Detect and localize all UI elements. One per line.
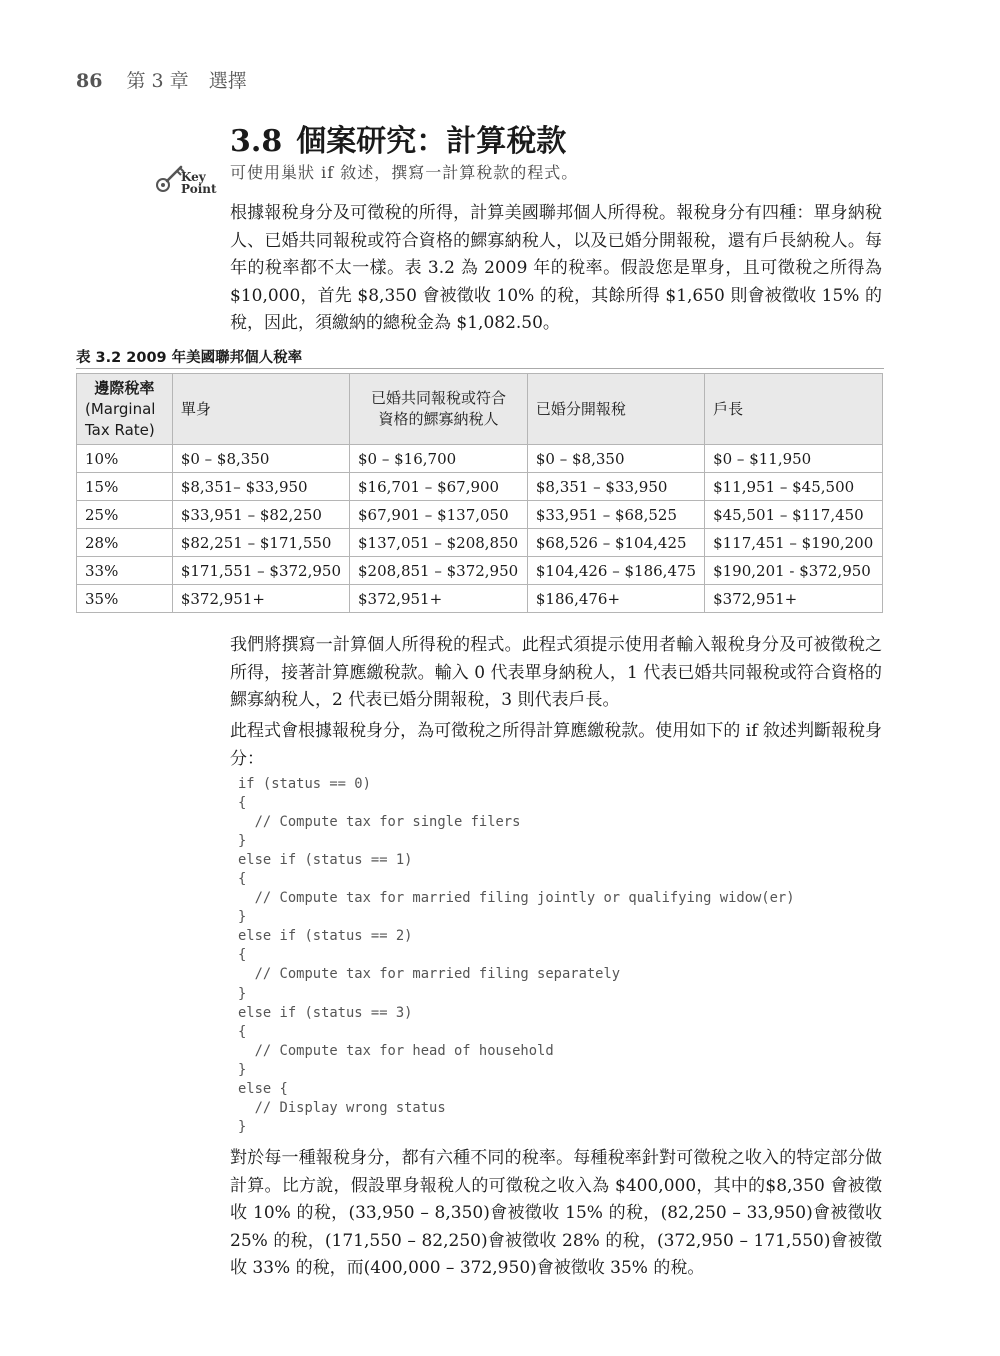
section-number: 3.8 [230, 124, 283, 159]
section-title-text: 個案研究：計算稅款 [296, 124, 567, 159]
header-rate-line3: Tax Rate) [85, 420, 155, 439]
cell-joint: $208,851 – $372,950 [350, 557, 528, 585]
code-line: if (status == 0) [238, 776, 371, 792]
cell-head: $372,951+ [705, 585, 883, 613]
code-line: else if (status == 1) [238, 852, 413, 869]
header-joint-line2: 資格的鰥寡納稅人 [378, 410, 499, 428]
cell-head: $117,451 – $190,200 [705, 529, 883, 557]
code-line: { [238, 947, 247, 964]
chapter-label: 第 3 章 [126, 70, 189, 92]
table-row [77, 473, 883, 501]
intro-paragraph: 根據報稅身分及可徵稅的所得，計算美國聯邦個人所得稅。報稅身分有四種：單身納稅人、已婚共同報稅或符合資格的鰥寡納稅人，以及已婚分開報稅，還有戶長納稅人。每年的稅率都不太一樣。表 3.2 為 2009 年的稅率。假設您是單身，且可徵稅之所得為 $10,000，首先 $8,350 會被徵收 10% 的稅，其餘所得 $1,650 則會被徵收 15% 的稅，因此，須繳納的總稅金為 $1,082.50。 [230, 203, 882, 333]
cell-rate: 28% [77, 529, 173, 557]
cell-single: $82,251 – $171,550 [172, 529, 349, 557]
cell-rate: 15% [77, 473, 173, 501]
header-joint [350, 374, 528, 445]
brackets-paragraph: 對於每一種報稅身分，都有六種不同的稅率。每種稅率針對可徵稅之收入的特定部分做計算。比方說，假設單身報稅人的可徵稅之收入為 $400,000，其中的$8,350 會被徵收 10% 的稅，(33,950 – 8,350)會被徵收 15% 的稅，(82,250 – 33,950)會被徵收 25% 的稅，(171,550 – 82,250)會被徵收 28% 的稅，(372,950 – 171,550)會被徵收 33% 的稅，而(400,000 – 372,950)會被徵收 35% 的稅。 [230, 1148, 882, 1278]
code-line: } [238, 985, 247, 1002]
cell-single: $0 – $8,350 [172, 445, 349, 473]
cell-separate: $8,351 – $33,950 [527, 473, 704, 501]
code-line: // Compute tax for married filing jointly or qualifying widow(er) [238, 890, 795, 907]
cell-rate: 25% [77, 501, 173, 529]
table-row [77, 557, 883, 585]
table-row [77, 445, 883, 473]
key-point-label-point: Point [181, 182, 217, 196]
code-line: // Display wrong status [238, 1099, 446, 1116]
cell-head: $190,201 - $372,950 [705, 557, 883, 585]
cell-joint: $67,901 – $137,050 [350, 501, 528, 529]
running-head [76, 66, 247, 93]
cell-head: $0 – $11,950 [705, 445, 883, 473]
code-line: { [238, 1023, 247, 1040]
table-header-row [77, 374, 883, 445]
cell-rate: 33% [77, 557, 173, 585]
header-head-of-household: 戶長 [705, 374, 883, 445]
key-point-text: 可使用巢狀 if 敘述，撰寫一計算稅款的程式。 [230, 163, 579, 182]
code-line: else if (status == 2) [238, 928, 413, 945]
code-line: } [238, 1061, 247, 1078]
header-single: 單身 [172, 374, 349, 445]
key-point-badge [155, 163, 217, 199]
code-line: } [238, 909, 247, 926]
code-line: // Compute tax for head of household [238, 1042, 554, 1059]
table-row [77, 501, 883, 529]
cell-joint: $372,951+ [350, 585, 528, 613]
cell-separate: $68,526 – $104,425 [527, 529, 704, 557]
key-point-label [181, 171, 217, 195]
code-line: else { [238, 1080, 288, 1097]
cell-single: $372,951+ [172, 585, 349, 613]
header-marginal-rate [77, 374, 173, 445]
tax-rate-table [76, 373, 883, 613]
cell-single: $171,551 – $372,950 [172, 557, 349, 585]
header-rate-line1: 邊際稅率 [94, 378, 155, 397]
header-joint-line1: 已婚共同報稅或符合 [370, 389, 506, 407]
code-line: // Compute tax for married filing separately [238, 966, 621, 983]
code-line: else if (status == 3) [238, 1004, 413, 1021]
cell-joint: $137,051 – $208,850 [350, 529, 528, 557]
cell-head: $45,501 – $117,450 [705, 501, 883, 529]
section-title [230, 116, 566, 160]
header-rate-line2: (Marginal [85, 399, 156, 418]
code-listing [238, 775, 795, 1137]
cell-head: $11,951 – $45,500 [705, 473, 883, 501]
program-paragraph: 我們將撰寫一計算個人所得稅的程式。此程式須提示使用者輸入報稅身分及可被徵稅之所得，接著計算應繳稅款。輸入 0 代表單身納稅人，1 代表已婚共同報稅或符合資格的鰥寡納稅人，2 代表已婚分開報稅，3 則代表戶長。 [230, 635, 882, 710]
cell-single: $8,351– $33,950 [172, 473, 349, 501]
table-row [77, 529, 883, 557]
cell-single: $33,951 – $82,250 [172, 501, 349, 529]
page-number: 86 [76, 70, 103, 92]
cell-separate: $0 – $8,350 [527, 445, 704, 473]
code-line: { [238, 871, 247, 888]
if-intro-paragraph: 此程式會根據報稅身分，為可徵稅之所得計算應繳稅款。使用如下的 if 敘述判斷報稅身分： [230, 721, 882, 769]
cell-joint: $16,701 – $67,900 [350, 473, 528, 501]
code-line: { [238, 795, 247, 812]
cell-separate: $33,951 – $68,525 [527, 501, 704, 529]
code-line: } [238, 833, 247, 850]
key-point-label-key: Key [181, 170, 206, 184]
table-caption: 表 3.2 2009 年美國聯邦個人稅率 [76, 350, 303, 366]
cell-separate: $186,476+ [527, 585, 704, 613]
table-row [77, 585, 883, 613]
code-line: // Compute tax for single filers [238, 814, 521, 831]
caption-rule [76, 368, 884, 369]
code-line: } [238, 1118, 247, 1135]
cell-rate: 10% [77, 445, 173, 473]
cell-rate: 35% [77, 585, 173, 613]
cell-joint: $0 – $16,700 [350, 445, 528, 473]
chapter-title: 選擇 [208, 70, 247, 92]
cell-separate: $104,426 – $186,475 [527, 557, 704, 585]
header-separate: 已婚分開報稅 [527, 374, 704, 445]
